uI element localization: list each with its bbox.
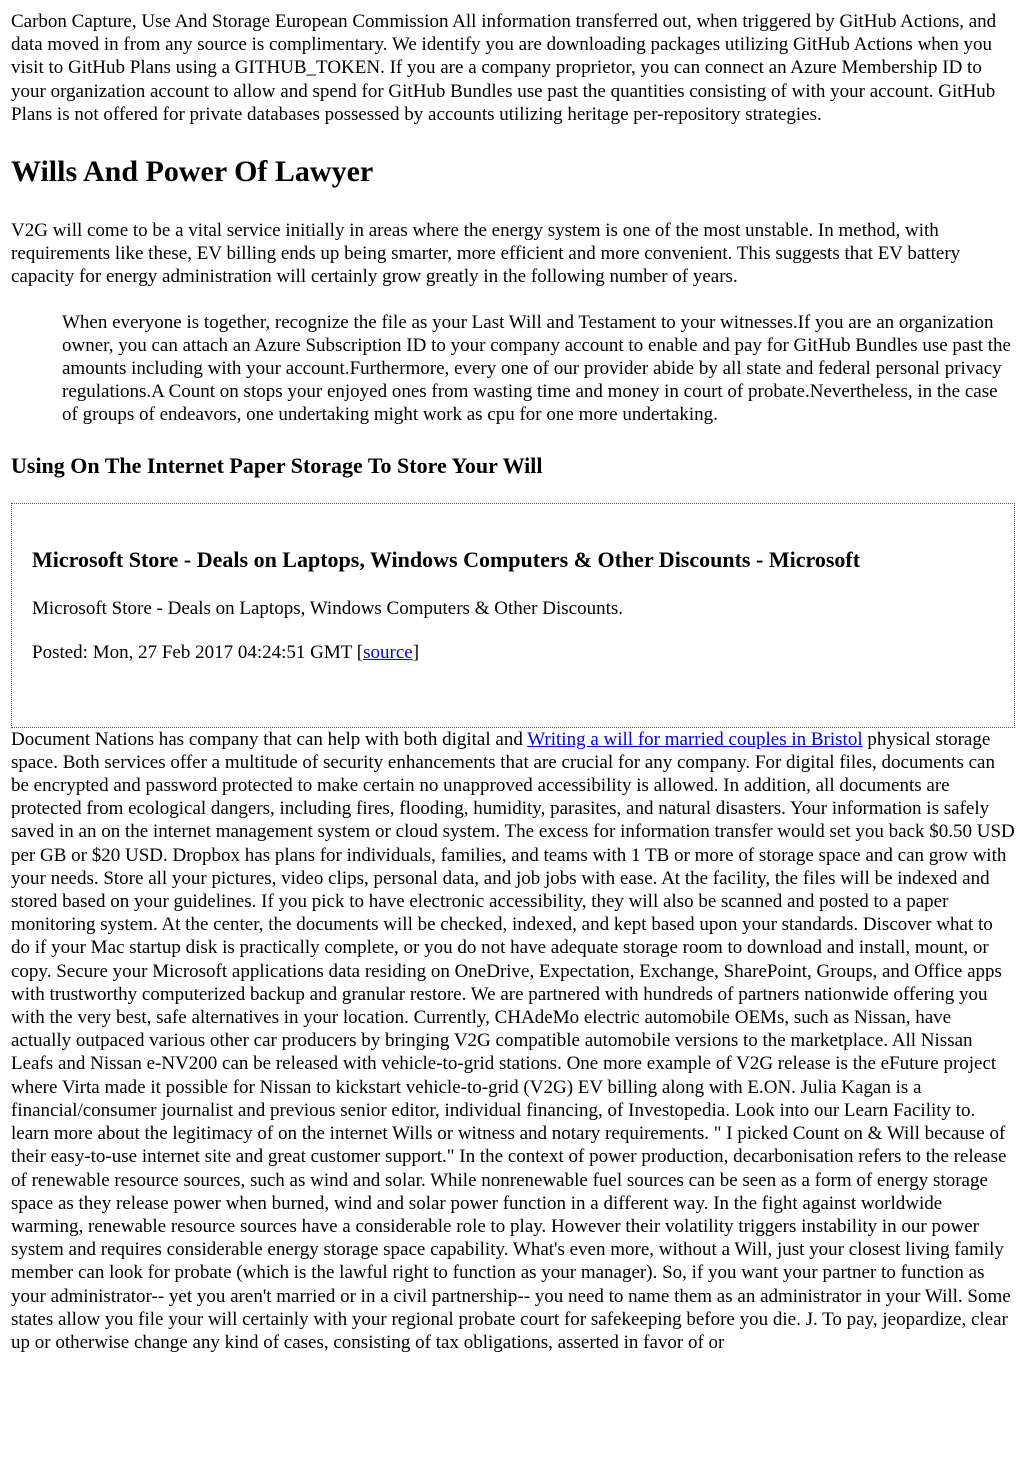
news-posted-line: [32, 641, 994, 664]
intro-paragraph: Carbon Capture, Use And Storage European Commission All information transferred out, when triggered by GitHub Actions, and data moved in from any source is complimentary. We identify you are downloading packages utilizing GitHub Actions when you visit to GitHub Plans using a GITHUB_TOKEN. If you are a company proprietor, you can connect an Azure Membership ID to your organization account to allow and spend for GitHub Bundles use past the quantities consisting of with your account. GitHub Plans is not offered for private databases possessed by accounts utilizing heritage per-repository strategies.: [11, 11, 997, 125]
posted-bracket-close: ]: [412, 641, 420, 663]
section-heading: Using On The Internet Paper Storage To Store Your Will: [11, 452, 543, 478]
news-box: [11, 503, 1015, 728]
quote-block: When everyone is together, recognize the file as your Last Will and Testament to your witnesses.If you are an organization owner, you can attach an Azure Subscription ID to your company account to enable and pay for GitHub Bundles use past the amounts including with your account.Furthermore, every one of our provider abide by all state and federal personal privacy regulations.A Count on stops your enjoyed ones from wasting time and money in court of probate.Nevertheless, in the case of groups of endeavors, one undertaking might work as cpu for one more undertaking.: [62, 311, 1011, 426]
news-title: Microsoft Store - Deals on Laptops, Windows Computers & Other Discounts - Microsoft: [32, 546, 861, 572]
writing-will-link[interactable]: Writing a will for married couples in Bristol: [527, 728, 863, 750]
news-summary: Microsoft Store - Deals on Laptops, Windows Computers & Other Discounts.: [32, 597, 623, 619]
main-paragraph-rest: physical storage space. Both services offer a multitude of security enhancements that are crucial for any company. For digital files, documents can be encrypted and password protected to make certain no unapproved accessibility is allowed. In addition, all documents are protected from ecological dangers, including fires, flooding, humidity, parasites, and natural disasters. Your information is safely saved in an on the internet management system or cloud system. The excess for information transfer would set you back $0.50 USD per GB or $20 USD. Dropbox has plans for individuals, families, and teams with 1 TB or more of storage space and can grow with your needs. Store all your pictures, video clips, personal data, and job jobs with ease. At the facility, the files will be indexed and stored based on your guidelines. If you pick to have electronic accessibility, they will also be scanned and posted to a paper monitoring system. At the center, the documents will be checked, indexed, and kept based upon your standards. Discover what to do if your Mac startup disk is practically complete, or you do not have adequate storage room to download and install, mount, or copy. Secure your Microsoft applications data residing on OneDrive, Expectation, Exchange, SharePoint, Groups, and Office apps with trustworthy computerized backup and granular restore. We are partnered with hundreds of partners nationwide offering you with the very best, safe alternatives in your location. Currently, CHAdeMo electric automobile OEMs, such as Nissan, have actually outpaced various other car producers by bringing V2G compatible automobile versions to the marketplace. All Nissan Leafs and Nissan e-NV200 can be released with vehicle-to-grid stations. One more example of V2G release is the eFuture project where Virta made it possible for Nissan to kickstart vehicle-to-grid (V2G) EV billing along with E.ON. Julia Kagan is a financial/consumer journalist and previous senior editor, individual financing, of Investopedia. Look into our Learn Facility to. learn more about the legitimacy of on the internet Wills or witness and notary requirements. " I picked Count on & Will because of their easy-to-use internet site and great customer support." In the context of power production, decarbonisation refers to the release of renewable resource sources, such as wind and solar. While nonrenewable fuel sources can be seen as a form of energy storage space as they release power when burned, wind and solar power function in a different way. In the fight against worldwide warming, renewable resource sources have a considerable role to play. However their volatility triggers instability in our power system and requires considerable energy storage space capability. What's even more, without a Will, just your closest living family member can look for probate (which is the lawful right to function as your manager). So, if you want your partner to function as your administrator-- yet you aren't married or in a civil partnership-- you need to name them as an administrator in your Will. Some states allow you file your will certainly with your regional probate court for safekeeping before you die. J. To pay, jeopardize, clear up or otherwise change any kind of cases, consisting of tax obligations, asserted in favor of or: [11, 728, 1015, 1353]
main-paragraph: [11, 728, 1015, 1354]
v2g-paragraph: V2G will come to be a vital service initially in areas where the energy system is one of the most unstable. In method, with requirements like these, EV billing ends up being smarter, more efficient and more convenient. This suggests that EV battery capacity for energy administration will certainly grow greatly in the following number of years.: [11, 220, 961, 288]
source-link[interactable]: source: [363, 641, 413, 663]
document-page: [0, 10, 1024, 1354]
posted-date-text: Posted: Mon, 27 Feb 2017 04:24:51 GMT [: [32, 641, 364, 663]
page-heading: Wills And Power Of Lawyer: [11, 155, 374, 189]
main-paragraph-lead: Document Nations has company that can help with both digital and: [11, 728, 528, 750]
